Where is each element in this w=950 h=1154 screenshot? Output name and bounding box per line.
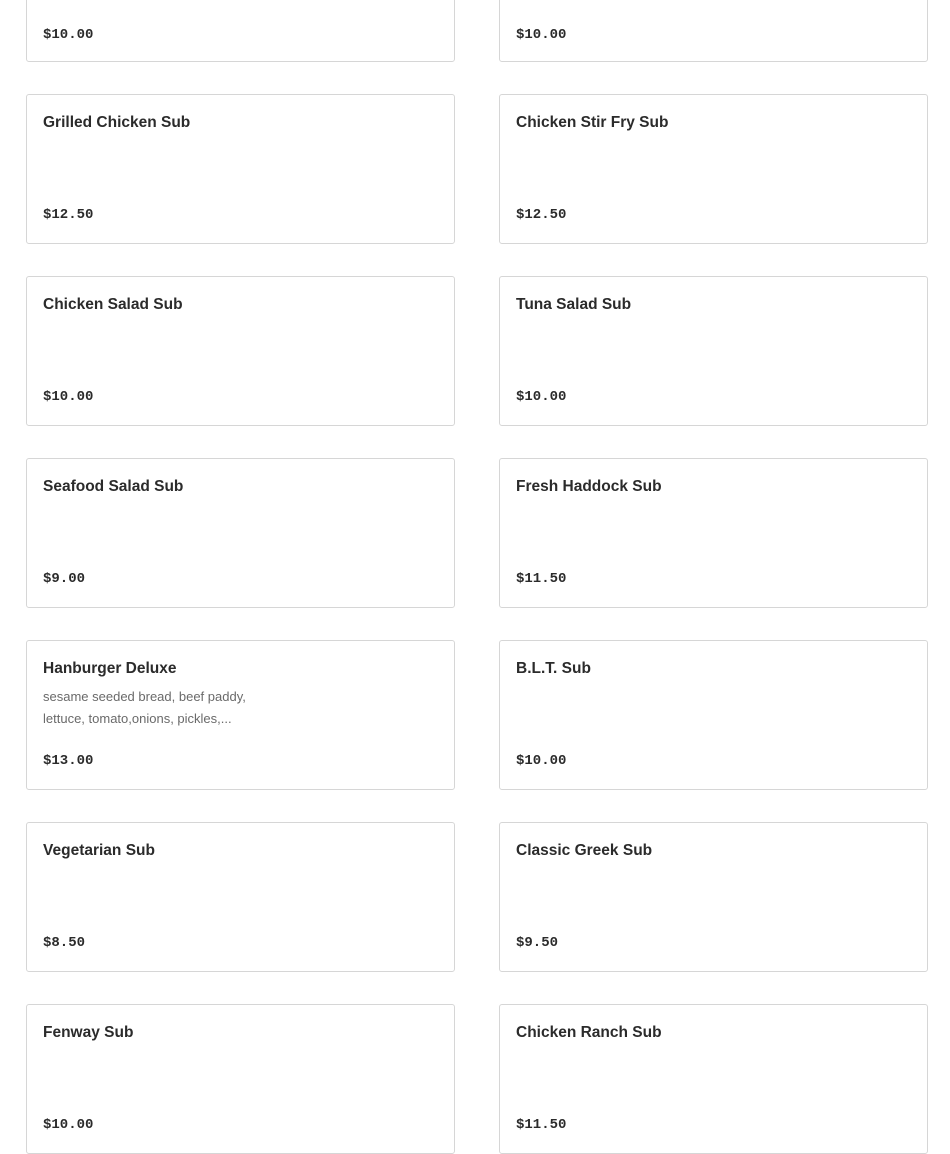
menu-item-price: $9.00 [43, 571, 86, 587]
menu-item-card[interactable] [26, 458, 455, 608]
menu-item-name: Tuna Salad Sub [516, 296, 632, 313]
menu-item-price: $12.50 [43, 207, 94, 223]
menu-item-name: Fenway Sub [43, 1024, 134, 1041]
menu-item-name: Hanburger Deluxe [43, 660, 177, 677]
menu-item-card[interactable] [26, 0, 455, 62]
menu-item-name: Fresh Haddock Sub [516, 478, 662, 495]
menu-item-name: Seafood Salad Sub [43, 478, 184, 495]
menu-item-card[interactable] [499, 94, 928, 244]
menu-item-price: $10.00 [43, 1117, 94, 1133]
menu-item-card[interactable] [499, 640, 928, 790]
menu-item-name: Vegetarian Sub [43, 842, 155, 859]
menu-item-name: B.L.T. Sub [516, 660, 591, 677]
menu-item-price: $10.00 [43, 389, 94, 405]
menu-item-description: sesame seeded bread, beef paddy, lettuce, tomato,onions, pickles,... [43, 689, 246, 726]
menu-item-name: Classic Greek Sub [516, 842, 653, 859]
menu-item-price: $13.00 [43, 753, 94, 769]
menu-item-price: $10.00 [516, 753, 567, 769]
menu-item-price: $8.50 [43, 935, 86, 951]
menu-item-price: $10.00 [516, 389, 567, 405]
menu-item-card[interactable] [499, 1004, 928, 1154]
menu-item-card[interactable] [26, 822, 455, 972]
menu-item-card[interactable] [26, 640, 455, 790]
menu-item-price: $9.50 [516, 935, 559, 951]
menu-item-card[interactable] [499, 0, 928, 62]
menu-item-card[interactable] [26, 1004, 455, 1154]
menu-item-card[interactable] [26, 276, 455, 426]
menu-item-name: Chicken Ranch Sub [516, 1024, 662, 1041]
menu-item-name: Chicken Salad Sub [43, 296, 183, 313]
menu-item-price: $12.50 [516, 207, 567, 223]
menu-item-card[interactable] [499, 276, 928, 426]
menu-item-card[interactable] [499, 458, 928, 608]
menu-item-price: $11.50 [516, 571, 567, 587]
menu-item-name: Grilled Chicken Sub [43, 114, 191, 131]
menu-item-price: $10.00 [516, 27, 567, 43]
menu-item-price: $10.00 [43, 27, 94, 43]
menu-item-card[interactable] [26, 94, 455, 244]
menu-item-name: Chicken Stir Fry Sub [516, 114, 669, 131]
menu-item-price: $11.50 [516, 1117, 567, 1133]
menu-item-card[interactable] [499, 822, 928, 972]
